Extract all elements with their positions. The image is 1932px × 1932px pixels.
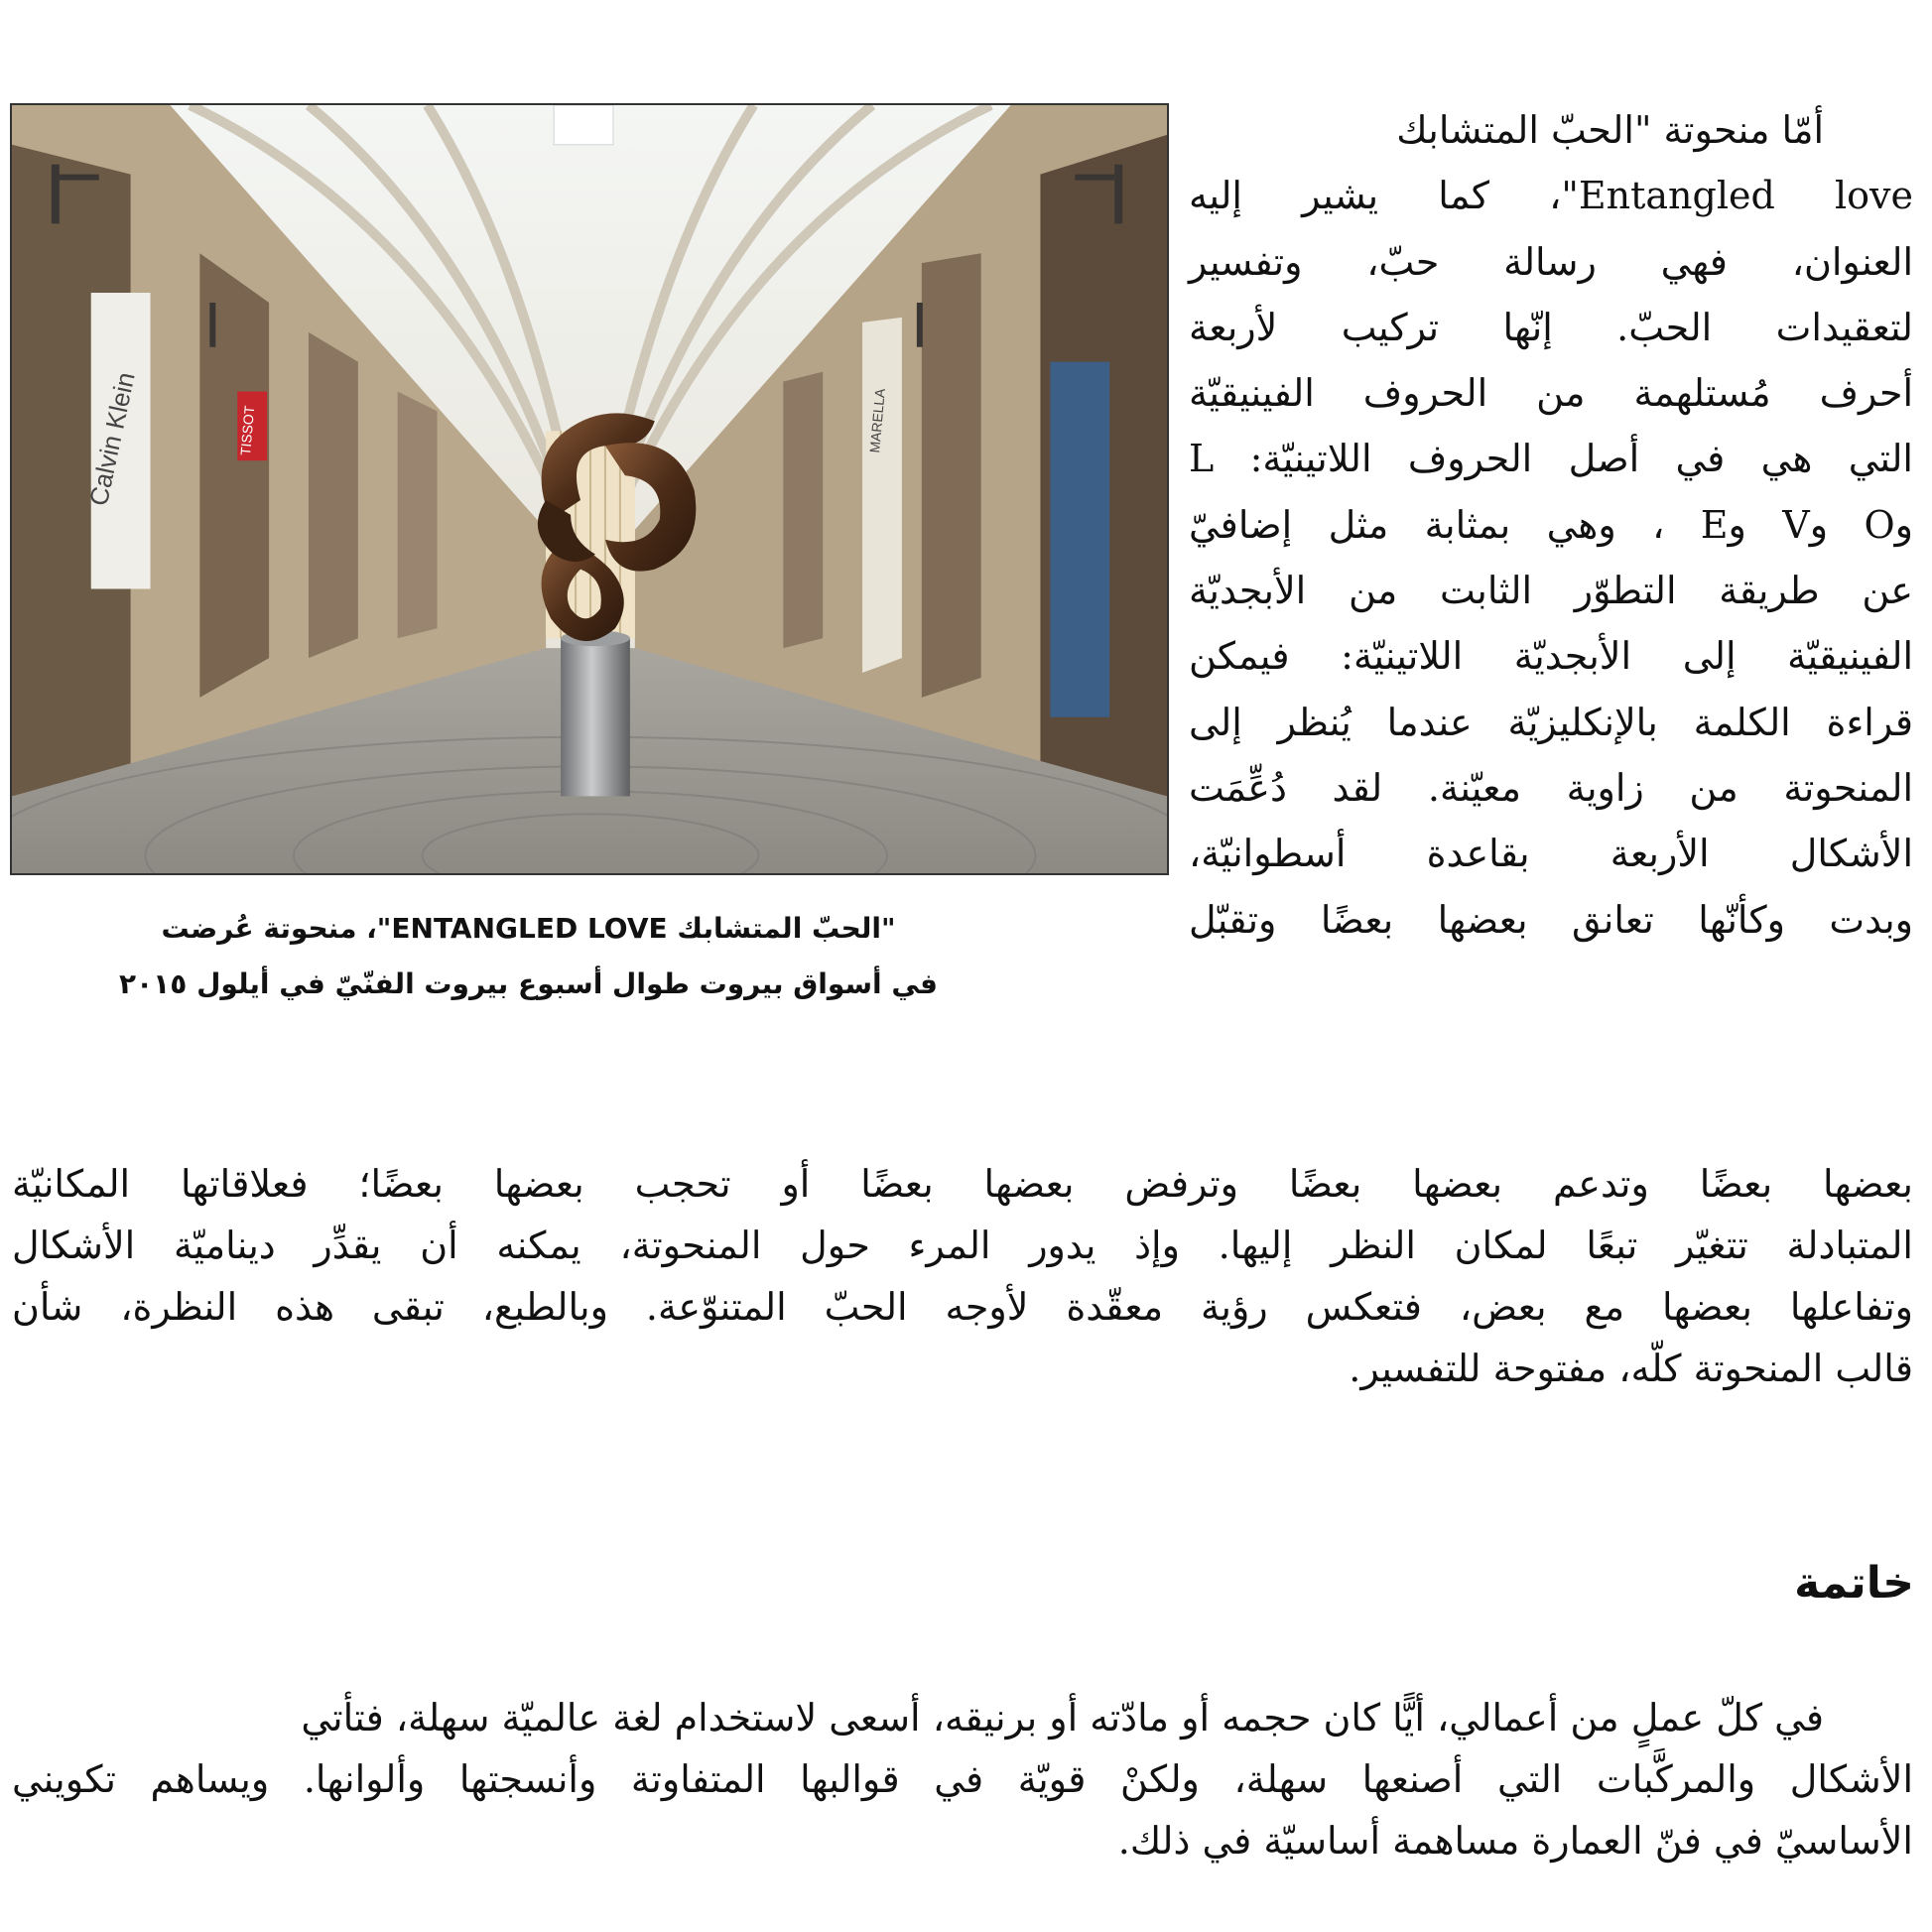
text-line: وتفاعلها بعضها مع بعض، فتعكس رؤية معقّدة لأوجه الحبّ المتنوّعة. وبالطبع، تبقى هذه النظرة، شأن <box>12 1285 1913 1329</box>
caption-line: في أسواق بيروت طوال أسبوع بيروت الفنّيّ في أيلول ٢٠١٥ <box>118 967 938 1000</box>
body-paragraph <box>12 1153 1913 1399</box>
marella-text: MARELLA <box>866 387 888 454</box>
section-heading: خاتمة <box>1794 1558 1914 1609</box>
text-line: أحرف مُستلهمة من الحروف الفينيقيّة <box>1189 371 1913 416</box>
text-line: قالب المنحوتة كلّه، مفتوحة للتفسير. <box>1349 1347 1913 1390</box>
text-line: الفينيقيّة إلى الأبجديّة اللاتينيّة: فيمكن <box>1189 634 1913 679</box>
text-line: قراءة الكلمة بالإنكليزيّة عندما يُنظر إلى <box>1189 700 1913 744</box>
text-line: الأشكال الأربعة بقاعدة أسطوانيّة، <box>1189 832 1913 876</box>
text-line: الأشكال والمركَّبات التي أصنعها سهلة، ولكنْ قويّة في قوالبها المتفاوتة وأنسجتها وألوانها. ويساهم تكويني <box>12 1757 1913 1801</box>
text-line: لتعقيدات الحبّ. إنّها تركيب لأربعة <box>1189 305 1913 349</box>
text-line: بعضها بعضًا وتدعم بعضها بعضًا وترفض بعضها بعضًا أو تحجب بعضها بعضًا؛ فعلاقاتها المكانيّة <box>12 1162 1913 1206</box>
caption-line: "الحبّ المتشابك ENTANGLED LOVE"، منحوتة عُرضت <box>161 912 896 945</box>
text-line: الأساسيّ في فنّ العمارة مساهمة أساسيّة في ذلك. <box>1117 1819 1913 1863</box>
photo-scene <box>12 105 1167 873</box>
sculpture-base <box>561 638 630 796</box>
text-line: وO وV وE ، وهي بمثابة مثل إضافيّ <box>1189 502 1913 547</box>
closing-paragraph <box>12 1687 1913 1871</box>
text-line: العنوان، فهي رسالة حبّ، وتفسير <box>1189 239 1913 284</box>
text-line: المتبادلة تتغيّر تبعًا لمكان النظر إليها. وإذ يدور المرء حول المنحوتة، يمكنه أن يقدِّر ديناميّة الأشكال <box>12 1224 1913 1267</box>
text-line: في كلّ عملٍ من أعمالي، أيًّا كان حجمه أو مادّته أو برنيقه، أسعى لاستخدام لغة عالميّة سهلة، فتأتي <box>301 1696 1824 1739</box>
text-line: عن طريقة التطوّر الثابت من الأبجديّة <box>1189 569 1913 613</box>
text-line: أمّا منحوتة "الحبّ المتشابك <box>1396 108 1824 152</box>
calvin-klein-text: Calvin Klein <box>84 369 141 509</box>
side-paragraph <box>1189 97 1913 953</box>
sculpture-photo <box>10 103 1169 875</box>
photo-caption <box>40 901 1017 1012</box>
tissot-text: TISSOT <box>237 405 258 456</box>
text-line: وبدت وكأنّها تعانق بعضها بعضًا وتقبّل <box>1189 897 1913 942</box>
shop-window-right <box>1050 362 1109 717</box>
text-line: Entangled love"، كما يشير إليه <box>1189 174 1913 218</box>
text-line: المنحوتة من زاوية معيّنة. لقد دُعِّمَت <box>1189 765 1913 810</box>
text-line: التي هي في أصل الحروف اللاتينيّة: L <box>1189 437 1913 481</box>
